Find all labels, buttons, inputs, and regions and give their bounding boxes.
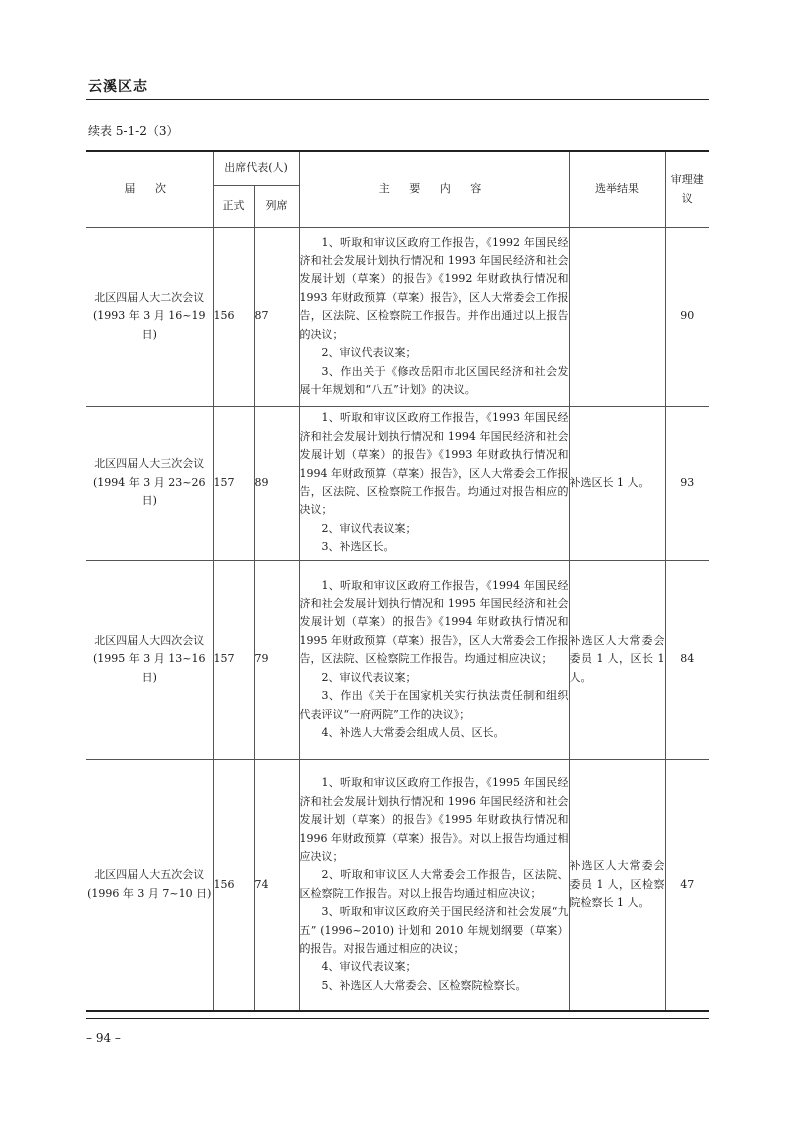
- content-item: 1、听取和审议区政府工作报告，《1992 年国民经济和社会发展计划执行情况和 1993 年国民经济和社会发展计划（草案）的报告》《1992 年财政执行情况和 1993 年财政预算（草案）报告》，区人大常委会工作报告，区法院、区检察院工作报告。并作出通过以上报告的决议；: [299, 235, 569, 341]
- formal-count: 156: [213, 227, 254, 406]
- content-cell: [299, 227, 569, 406]
- observer-count: 79: [254, 560, 299, 759]
- session-cell: [86, 759, 213, 1011]
- session-name: 北区四届人大五次会议: [94, 868, 205, 882]
- session-date: (1993 年 3 月 16~19 日): [93, 309, 206, 341]
- session-cell: [86, 406, 213, 560]
- table-row: [86, 560, 709, 759]
- content-cell: [299, 560, 569, 759]
- content-item: 2、听取和审议区人大常委会工作报告，区法院、区检察院工作报告。对以上报告均通过相应决议；: [299, 868, 569, 900]
- content-item: 2、审议代表议案；: [321, 521, 417, 535]
- header-rule: [86, 99, 709, 100]
- formal-count: 156: [213, 759, 254, 1011]
- observer-count: 89: [254, 406, 299, 560]
- review-cell: 90: [665, 227, 709, 406]
- page-number: – 94 –: [86, 1031, 121, 1045]
- running-head-title: 云溪区志: [88, 79, 148, 95]
- session-name: 北区四届人大二次会议: [94, 290, 205, 304]
- content-item: 5、补选区人大常委会、区检察院检察长。: [321, 978, 527, 992]
- formal-count: 157: [213, 406, 254, 560]
- session-date: (1994 年 3 月 23~26 日): [93, 475, 206, 508]
- table-row: [86, 406, 709, 560]
- observer-count: 74: [254, 759, 299, 1011]
- content-item: 4、补选人大常委会组成人员、区长。: [321, 725, 505, 739]
- header-formal: 正式: [213, 185, 254, 227]
- formal-count: 157: [213, 560, 254, 759]
- session-name: 北区四届人大三次会议: [94, 457, 205, 471]
- content-item: 3、作出关于《修改岳阳市北区国民经济和社会发展十年规划和“八五”计划》的决议。: [299, 364, 569, 396]
- header-session: 届 次: [86, 151, 213, 227]
- header-result: 选举结果: [569, 151, 665, 227]
- header-attendees: 出席代表(人): [213, 151, 299, 185]
- session-cell: [86, 560, 213, 759]
- content-item: 2、审议代表议案；: [321, 670, 417, 684]
- content-item: 1、听取和审议区政府工作报告，《1993 年国民经济和社会发展计划执行情况和 1994 年国民经济和社会发展计划（草案）的报告》《1993 年财政执行情况和 1994 年财政预算（草案）报告》，区人大常委会工作报告，区法院、区检察院工作报告。均通过对报告相应的决议；: [299, 411, 569, 517]
- content-item: 2、审议代表议案；: [321, 346, 417, 360]
- header-review: 审理建议: [665, 151, 709, 227]
- observer-count: 87: [254, 227, 299, 406]
- content-item: 3、作出《关于在国家机关实行执法责任制和组织代表评议“一府两院”工作的决议》；: [299, 689, 569, 721]
- sessions-table: [86, 150, 709, 1012]
- result-cell: 补选区长 1 人。: [569, 406, 665, 560]
- review-cell: 93: [665, 406, 709, 560]
- review-cell: 47: [665, 759, 709, 1011]
- session-date: (1996 年 3 月 7~10 日): [87, 886, 212, 900]
- content-item: 1、听取和审议区政府工作报告，《1994 年国民经济和社会发展计划执行情况和 1995 年国民经济和社会发展计划（草案）的报告》《1994 年财政执行情况和 1995 年财政预算（草案）报告》，区人大常委会工作报告，区法院、区检察院工作报告。均通过相应决议；: [299, 578, 569, 666]
- table-caption: 续表 5-1-2（3）: [88, 124, 179, 138]
- result-cell: 补选区人大常委会委员 1 人，区检察院检察长 1 人。: [569, 759, 665, 1011]
- header-observer: 列席: [254, 185, 299, 227]
- content-item: 4、审议代表议案；: [321, 960, 417, 974]
- footer-rule: [86, 1018, 709, 1019]
- review-cell: 84: [665, 560, 709, 759]
- result-cell: [569, 227, 665, 406]
- table-row: [86, 227, 709, 406]
- content-cell: [299, 759, 569, 1011]
- session-cell: [86, 227, 213, 406]
- session-name: 北区四届人大四次会议: [94, 633, 205, 647]
- content-item: 1、听取和审议区政府工作报告，《1995 年国民经济和社会发展计划执行情况和 1996 年国民经济和社会发展计划（草案）的报告》《1995 年财政执行情况和 1996 年财政预算（草案）报告》。对以上报告均通过相应决议；: [299, 776, 569, 863]
- content-cell: [299, 406, 569, 560]
- result-cell: 补选区人大常委会委员 1 人，区长 1 人。: [569, 560, 665, 759]
- content-item: 3、补选区长。: [321, 540, 395, 554]
- table-row: [86, 759, 709, 1011]
- session-date: (1995 年 3 月 13~16 日): [93, 652, 206, 684]
- content-item: 3、听取和审议区政府关于国民经济和社会发展“九五” (1996~2010) 计划和 2010 年规划纲要（草案）的报告。对报告通过相应的决议；: [299, 905, 569, 955]
- header-content: 主 要 内 容: [299, 151, 569, 227]
